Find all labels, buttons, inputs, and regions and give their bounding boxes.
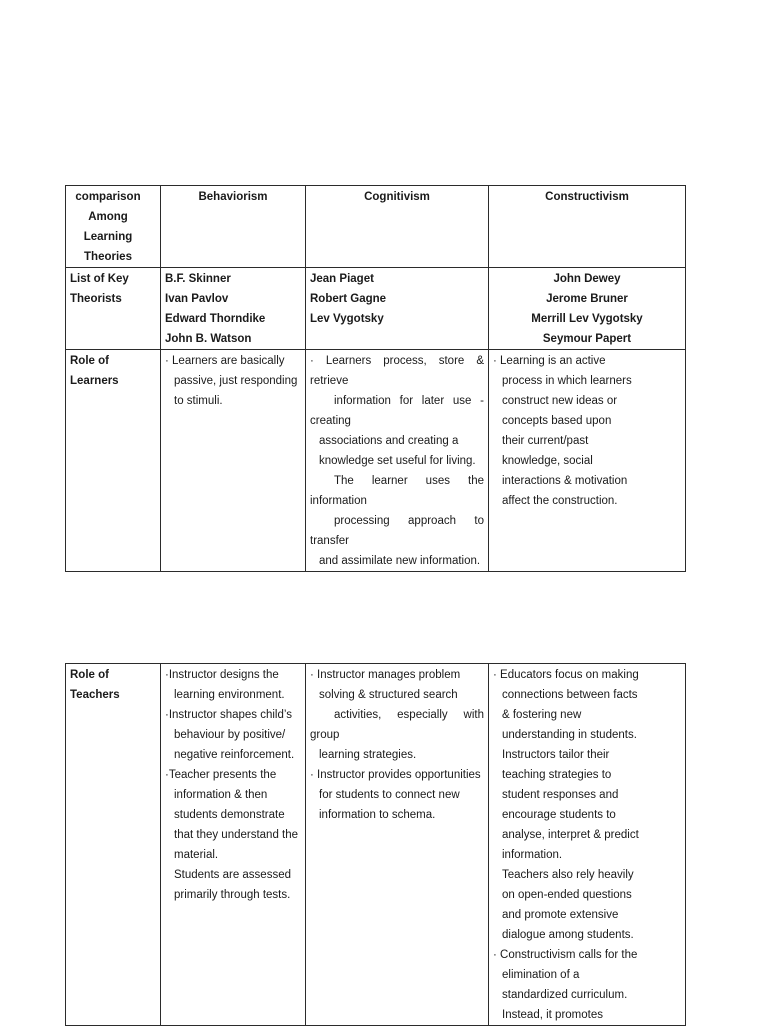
table-row-teachers bbox=[66, 664, 686, 1026]
text-line: ·Instructor shapes child’s bbox=[165, 709, 292, 721]
text-line: Teachers also rely heavily bbox=[502, 869, 634, 881]
text-line: · Learners process, store & bbox=[310, 355, 484, 367]
text-line: · Learners are basically bbox=[165, 355, 285, 367]
text-line: · Constructivism calls for the bbox=[493, 949, 638, 961]
row-label-line: Teachers bbox=[70, 689, 120, 701]
text-line: group bbox=[310, 729, 340, 741]
theorist-name: Merrill Lev Vygotsky bbox=[531, 313, 643, 325]
text-line: interactions & motivation bbox=[502, 475, 628, 487]
text-line: to stimuli. bbox=[174, 395, 223, 407]
table-row-theorists bbox=[66, 268, 686, 350]
header-cell-behaviorism bbox=[161, 186, 306, 268]
text-line: encourage students to bbox=[502, 809, 616, 821]
text-line: on open-ended questions bbox=[502, 889, 632, 901]
theorist-name: Ivan Pavlov bbox=[165, 293, 229, 305]
text-line: knowledge set useful for living. bbox=[319, 455, 476, 467]
text-line: concepts based upon bbox=[502, 415, 612, 427]
row-label-line: List of Key bbox=[70, 273, 129, 285]
row-label-line: Role of bbox=[70, 669, 109, 681]
text-line: student responses and bbox=[502, 789, 619, 801]
text-line: ·Teacher presents the bbox=[165, 769, 277, 781]
theorist-name: Jean Piaget bbox=[310, 273, 374, 285]
text-line: processing approach to bbox=[334, 515, 484, 527]
text-line: information & then bbox=[174, 789, 268, 801]
header-cell-cognitivism bbox=[306, 186, 489, 268]
header-behaviorism: Behaviorism bbox=[198, 191, 268, 203]
text-line: and promote extensive bbox=[502, 909, 619, 921]
header-comparison-line: Learning bbox=[83, 231, 133, 243]
text-line: · Educators focus on making bbox=[493, 669, 639, 681]
text-line: · Learning is an active bbox=[493, 355, 606, 367]
text-line: · Instructor manages problem bbox=[310, 669, 461, 681]
theorists-constructivism bbox=[489, 268, 686, 350]
table-row-learners bbox=[66, 350, 686, 572]
comparison-table-top bbox=[65, 185, 686, 572]
theorist-name: John B. Watson bbox=[165, 333, 252, 345]
text-line: passive, just responding bbox=[174, 375, 298, 387]
text-line: learning strategies. bbox=[319, 749, 417, 761]
text-line: material. bbox=[174, 849, 219, 861]
text-line: behaviour by positive/ bbox=[174, 729, 286, 741]
header-cell-comparison bbox=[66, 186, 161, 268]
header-cognitivism: Cognitivism bbox=[364, 191, 430, 203]
text-line: Instead, it promotes bbox=[502, 1009, 603, 1021]
row-label-teachers bbox=[66, 664, 161, 1026]
teachers-behaviorism bbox=[161, 664, 306, 1026]
text-line: primarily through tests. bbox=[174, 889, 291, 901]
header-comparison-line: Among bbox=[88, 211, 128, 223]
text-line: understanding in students. bbox=[502, 729, 637, 741]
text-line: creating bbox=[310, 415, 351, 427]
text-line: elimination of a bbox=[502, 969, 580, 981]
text-line: that they understand the bbox=[174, 829, 299, 841]
text-line: and assimilate new information. bbox=[319, 555, 481, 567]
comparison-table-bottom bbox=[65, 663, 686, 1026]
text-line: standardized curriculum. bbox=[502, 989, 628, 1001]
row-label-line: Learners bbox=[70, 375, 119, 387]
teachers-cognitivism bbox=[306, 664, 489, 1026]
row-label-learners bbox=[66, 350, 161, 572]
text-line: solving & structured search bbox=[319, 689, 458, 701]
text-line: knowledge, social bbox=[502, 455, 593, 467]
text-line: process in which learners bbox=[502, 375, 632, 387]
learners-cognitivism bbox=[306, 350, 489, 572]
row-label-theorists bbox=[66, 268, 161, 350]
text-line: negative reinforcement. bbox=[174, 749, 295, 761]
text-line: transfer bbox=[310, 535, 349, 547]
learners-constructivism bbox=[489, 350, 686, 572]
header-comparison-line: comparison bbox=[75, 191, 141, 203]
text-line: Students are assessed bbox=[174, 869, 291, 881]
theorists-cognitivism bbox=[306, 268, 489, 350]
text-line: associations and creating a bbox=[319, 435, 459, 447]
text-line: their current/past bbox=[502, 435, 589, 447]
header-comparison-line: Theories bbox=[84, 251, 132, 263]
theorist-name: Robert Gagne bbox=[310, 293, 387, 305]
text-line: construct new ideas or bbox=[502, 395, 618, 407]
teachers-constructivism bbox=[489, 664, 686, 1026]
text-line: The learner uses the bbox=[334, 475, 484, 487]
theorist-name: Edward Thorndike bbox=[165, 313, 266, 325]
text-line: information bbox=[310, 495, 367, 507]
text-line: for students to connect new bbox=[319, 789, 460, 801]
text-line: connections between facts bbox=[502, 689, 638, 701]
row-label-line: Theorists bbox=[70, 293, 122, 305]
theorists-behaviorism bbox=[161, 268, 306, 350]
text-line: activities, especially with bbox=[334, 709, 484, 721]
text-line: affect the construction. bbox=[502, 495, 618, 507]
learners-behaviorism bbox=[161, 350, 306, 572]
header-constructivism: Constructivism bbox=[545, 191, 629, 203]
text-line: information to schema. bbox=[319, 809, 436, 821]
text-line: teaching strategies to bbox=[502, 769, 612, 781]
text-line: & fostering new bbox=[502, 709, 582, 721]
text-line: Instructors tailor their bbox=[502, 749, 610, 761]
row-label-line: Role of bbox=[70, 355, 109, 367]
text-line: learning environment. bbox=[174, 689, 285, 701]
text-line: · Instructor provides opportunities bbox=[310, 769, 481, 781]
text-line: analyse, interpret & predict bbox=[502, 829, 639, 841]
text-line: information for later use - bbox=[334, 395, 484, 407]
theorist-name: Lev Vygotsky bbox=[310, 313, 384, 325]
theorist-name: Jerome Bruner bbox=[546, 293, 628, 305]
text-line: retrieve bbox=[310, 375, 349, 387]
text-line: ·Instructor designs the bbox=[165, 669, 279, 681]
header-cell-constructivism bbox=[489, 186, 686, 268]
text-line: dialogue among students. bbox=[502, 929, 634, 941]
theorist-name: B.F. Skinner bbox=[165, 273, 231, 285]
text-line: students demonstrate bbox=[174, 809, 285, 821]
theorist-name: Seymour Papert bbox=[542, 333, 632, 345]
header-row bbox=[66, 186, 686, 268]
theorist-name: John Dewey bbox=[553, 273, 621, 285]
text-line: information. bbox=[502, 849, 563, 861]
